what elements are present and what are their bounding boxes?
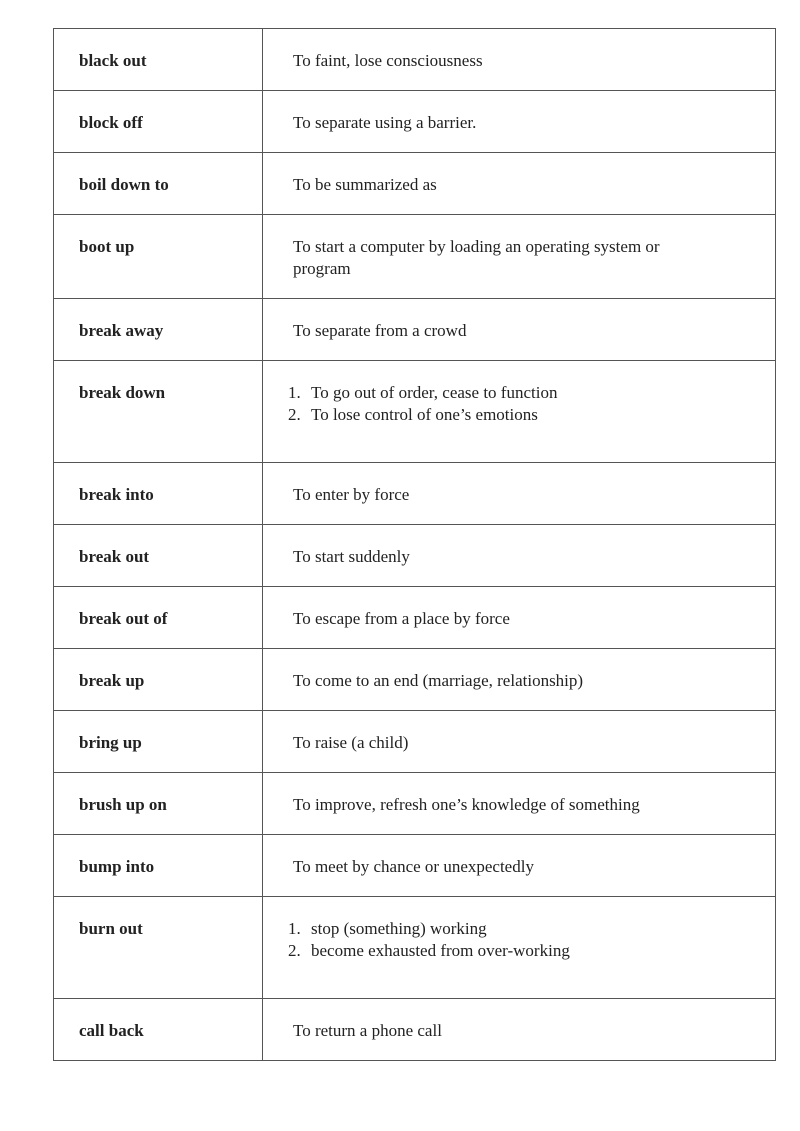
table-row — [54, 361, 776, 463]
definition: To start a computer by loading an operating system or program — [263, 215, 776, 299]
definition-item: 2. To lose control of one’s emotions — [305, 404, 705, 426]
table-row — [54, 897, 776, 999]
phrasal-verb: boot up — [54, 215, 263, 299]
table-row — [54, 215, 776, 299]
phrasal-verb: break away — [54, 299, 263, 361]
table-row — [54, 29, 776, 91]
definition: To come to an end (marriage, relationship) — [263, 649, 776, 711]
phrasal-verb: bring up — [54, 711, 263, 773]
phrasal-verb: break into — [54, 463, 263, 525]
definition: To be summarized as — [263, 153, 776, 215]
definition: To faint, lose consciousness — [263, 29, 776, 91]
definition: To meet by chance or unexpectedly — [263, 835, 776, 897]
definition-item: 2. become exhausted from over-working — [305, 940, 705, 962]
table-row — [54, 525, 776, 587]
table-row — [54, 463, 776, 525]
definition-list — [287, 382, 705, 426]
definition: To separate from a crowd — [263, 299, 776, 361]
phrasal-verb: break out — [54, 525, 263, 587]
definition-item: 1. To go out of order, cease to function — [305, 382, 705, 404]
phrasal-verb: bump into — [54, 835, 263, 897]
definition: To separate using a barrier. — [263, 91, 776, 153]
phrasal-verb: brush up on — [54, 773, 263, 835]
table-row — [54, 835, 776, 897]
definition: To raise (a child) — [263, 711, 776, 773]
definition: To enter by force — [263, 463, 776, 525]
definition: To return a phone call — [263, 999, 776, 1061]
phrasal-verb: break down — [54, 361, 263, 463]
phrasal-verb: break up — [54, 649, 263, 711]
table-row — [54, 91, 776, 153]
definition — [263, 897, 776, 999]
phrasal-verb: burn out — [54, 897, 263, 999]
definition — [263, 361, 776, 463]
phrasal-verb: boil down to — [54, 153, 263, 215]
definition: To start suddenly — [263, 525, 776, 587]
table-row — [54, 299, 776, 361]
definition-list — [287, 918, 705, 962]
definition-item: 1. stop (something) working — [305, 918, 705, 940]
definition: To escape from a place by force — [263, 587, 776, 649]
table-row — [54, 649, 776, 711]
table-row — [54, 153, 776, 215]
table-row — [54, 773, 776, 835]
phrasal-verb: block off — [54, 91, 263, 153]
phrasal-verb: call back — [54, 999, 263, 1061]
phrasal-verbs-table — [53, 28, 776, 1061]
definition: To improve, refresh one’s knowledge of something — [263, 773, 776, 835]
table-row — [54, 999, 776, 1061]
phrasal-verb: break out of — [54, 587, 263, 649]
table-row — [54, 587, 776, 649]
table-row — [54, 711, 776, 773]
phrasal-verb: black out — [54, 29, 263, 91]
